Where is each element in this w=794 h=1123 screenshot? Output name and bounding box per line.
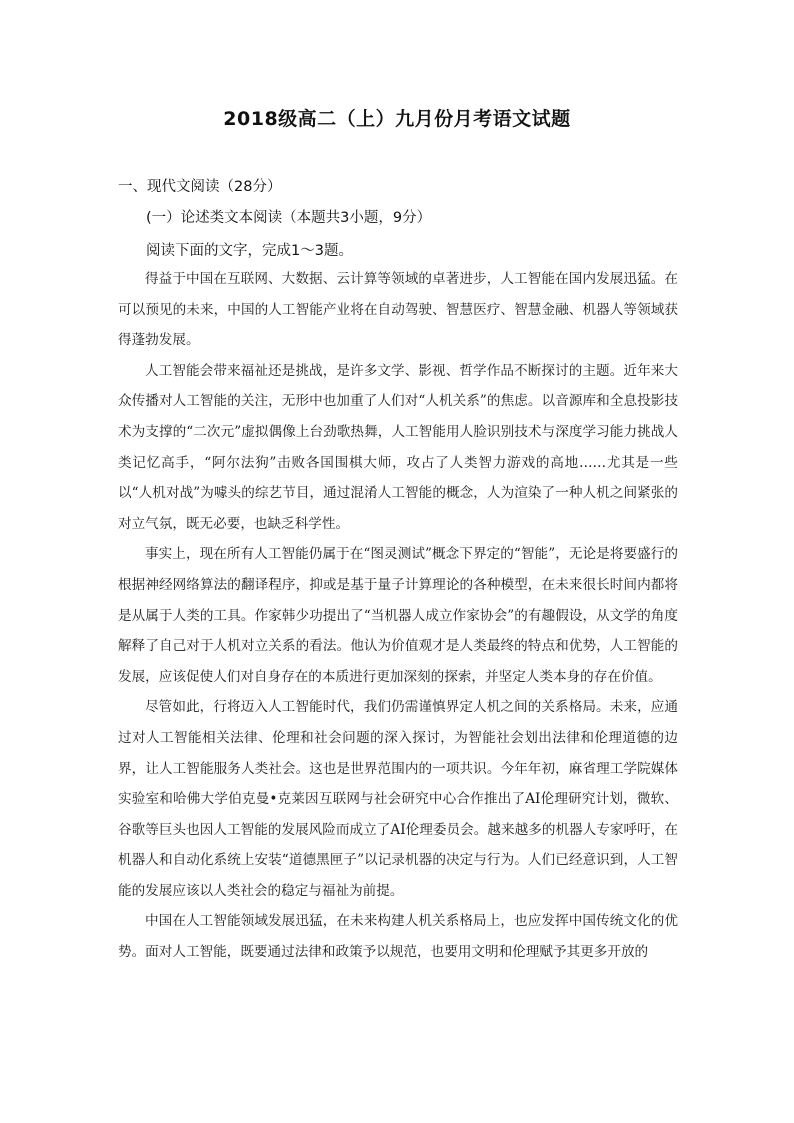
reading-instruction: 阅读下面的文字，完成1～3题。	[146, 243, 353, 259]
section-heading-modern-reading: 一、现代文阅读（28分）	[118, 179, 282, 195]
passage-paragraph-3: 事实上，现在所有人工智能仍属于在“图灵测试”概念下界定的“智能”，无论是将要盛行的根据神经网络算法的翻译程序，抑或是基于量子计算理论的各种模型，在未来很长时间内都将是从属于人类的工具。作家韩少功提出了“当机器人成立作家协会”的有趣假设，从文学的角度解释了自己对于人机对立关系的看法。他认为价值观才是人类最终的特点和优势，人工智能的发展，应该促使人们对自身存在的本质进行更加深刻的探索，并坚定人类本身的存在价值。	[118, 546, 678, 685]
subsection-heading-argumentative-reading: (一）论述类文本阅读（本题共3小题，9分）	[146, 210, 432, 226]
passage-paragraph-4: 尽管如此，行将迈入人工智能时代，我们仍需谨慎界定人机之间的关系格局。未来，应通过对人工智能相关法律、伦理和社会问题的深入探讨，为智能社会划出法律和伦理道德的边界，让人工智能服务人类社会。这也是世界范围内的一项共识。今年年初，麻省理工学院媒体实验室和哈佛大学伯克曼•克莱因互联网与社会研究中心合作推出了AI伦理研究计划，微软、谷歌等巨头也因人工智能的发展风险而成立了AI伦理委员会。越来越多的机器人专家呼吁，在机器人和自动化系统上安装“道德黑匣子”以记录机器的决定与行为。人们已经意识到，人工智能的发展应该以人类社会的稳定与福祉为前提。	[118, 699, 678, 899]
passage-paragraph-5: 中国在人工智能领域发展迅猛，在未来构建人机关系格局上，也应发挥中国传统文化的优势。面对人工智能，既要通过法律和政策予以规范，也要用文明和伦理赋予其更多开放的	[118, 913, 678, 961]
passage-paragraph-1: 得益于中国在互联网、大数据、云计算等领域的卓著进步，人工智能在国内发展迅猛。在可以预见的未来，中国的人工智能产业将在自动驾驶、智慧医疗、智慧金融、机器人等领域获得蓬勃发展。	[118, 271, 678, 349]
exam-title: 2018级高二（上）九月份月考语文试题	[223, 108, 571, 130]
passage-paragraph-2: 人工智能会带来福祉还是挑战，是许多文学、影视、哲学作品不断探讨的主题。近年来大众传播对人工智能的关注，无形中也加重了人们对“人机关系”的焦虑。以音源库和全息投影技术为支撑的“二次元”虚拟偶像上台劲歌热舞，人工智能用人脸识别技术与深度学习能力挑战人类记忆高手，“阿尔法狗”击败各国围棋大师，攻占了人类智力游戏的高地……尤其是一些以“人机对战”为噱头的综艺节目，通过混淆人工智能的概念，人为渲染了一种人机之间紧张的对立气氛，既无必要，也缺乏科学性。	[118, 362, 678, 532]
passage-body	[118, 264, 678, 968]
